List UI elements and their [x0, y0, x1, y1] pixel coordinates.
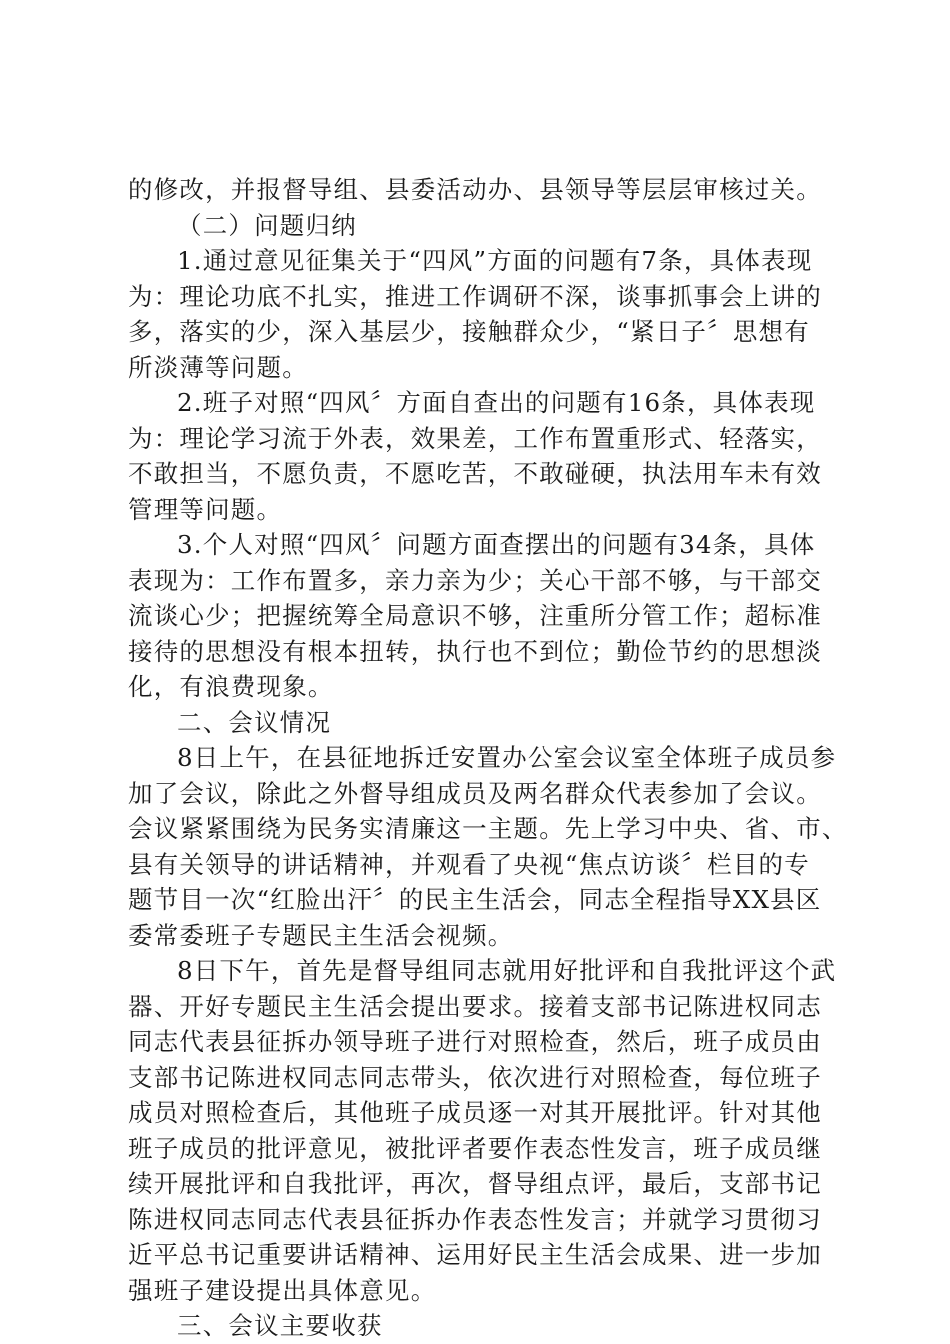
section-heading-problem-summary: （二）问题归纳 [177, 210, 357, 240]
paragraph-line: 1.通过意见征集关于“四风”方面的问题有7条，具体表现 [177, 246, 813, 275]
paragraph-line: 化，有浪费现象。 [128, 672, 334, 701]
document-body [128, 172, 848, 1344]
paragraph-line: 强班子建设提出具体意见。 [128, 1275, 437, 1305]
paragraph-line: 3.个人对照“四风〞问题方面查摆出的问题有34条，具体 [177, 530, 816, 559]
section-heading-meeting-situation: 二、会议情况 [177, 707, 332, 737]
paragraph-morning-session [128, 740, 848, 953]
paragraph-line: 多，落实的少，深入基层少，接触群众少，“紧日子〞思想有 [128, 317, 810, 346]
paragraph-line: 委常委班子专题民主生活会视频。 [128, 920, 514, 950]
paragraph-line: 县有关领导的讲话精神，并观看了央视“焦点访谈〞栏目的专 [128, 849, 810, 879]
paragraph-line: 续开展批评和自我批评，再次，督导组点评，最后，支部书记 [128, 1169, 822, 1198]
paragraph-afternoon-session [128, 953, 837, 1308]
paragraph-line: 8日上午，在县征地拆迁安置办公室会议室全体班子成员参 [177, 743, 837, 772]
paragraph-line: 同志代表县征拆办领导班子进行对照检查，然后，班子成员由 [128, 1027, 822, 1056]
paragraph-line: 8日下午，首先是督导组同志就用好批评和自我批评这个武 [177, 956, 837, 985]
section-heading-main-gains: 三、会议主要收获 [177, 1311, 383, 1340]
paragraph-line: 为：理论功底不扎实，推进工作调研不深，谈事抓事会上讲的 [128, 281, 822, 311]
paragraph-line: 表现为：工作布置多，亲力亲为少；关心干部不够，与干部交 [128, 565, 822, 595]
paragraph-line: 管理等问题。 [128, 494, 283, 524]
paragraph-item-3 [128, 527, 833, 705]
paragraph-line: 所淡薄等问题。 [128, 352, 308, 382]
paragraph-line: 2.班子对照“四风〞方面自查出的问题有16条，具体表现 [177, 388, 816, 417]
paragraph-line: 班子成员的批评意见，被批评者要作表态性发言，班子成员继 [128, 1133, 822, 1163]
paragraph-line: 流谈心少；把握统筹全局意识不够，注重所分管工作；超标准 [128, 601, 822, 630]
paragraph-line: 加了会议，除此之外督导组成员及两名群众代表参加了会议。 [128, 778, 822, 808]
continuation-line: 的修改，并报督导组、县委活动办、县领导等层层审核过关。 [128, 175, 822, 204]
paragraph-line: 陈进权同志同志代表县征拆办作表态性发言；并就学习贯彻习 [128, 1204, 822, 1234]
paragraph-item-1 [128, 243, 833, 385]
paragraph-line: 题节目一次“红脸出汗〞的民主生活会，同志全程指导XX县区 [128, 885, 822, 914]
paragraph-line: 近平总书记重要讲话精神、运用好民主生活会成果、进一步加 [128, 1240, 822, 1269]
paragraph-line: 为：理论学习流于外表，效果差，工作布置重形式、轻落实， [128, 423, 822, 453]
paragraph-line: 器、开好专题民主生活会提出要求。接着支部书记陈进权同志 [128, 991, 822, 1021]
paragraph-line: 接待的思想没有根本扭转，执行也不到位；勤俭节约的思想淡 [128, 636, 822, 666]
paragraph-line: 支部书记陈进权同志同志带头，依次进行对照检查，每位班子 [128, 1062, 822, 1092]
paragraph-line: 成员对照检查后，其他班子成员逐一对其开展批评。针对其他 [128, 1098, 822, 1127]
paragraph-line: 不敢担当，不愿负责，不愿吃苦，不敢碰硬，执法用车未有效 [128, 459, 822, 488]
paragraph-item-2 [128, 385, 833, 527]
paragraph-line: 会议紧紧围绕为民务实清廉这一主题。先上学习中央、省、市、 [128, 814, 848, 843]
